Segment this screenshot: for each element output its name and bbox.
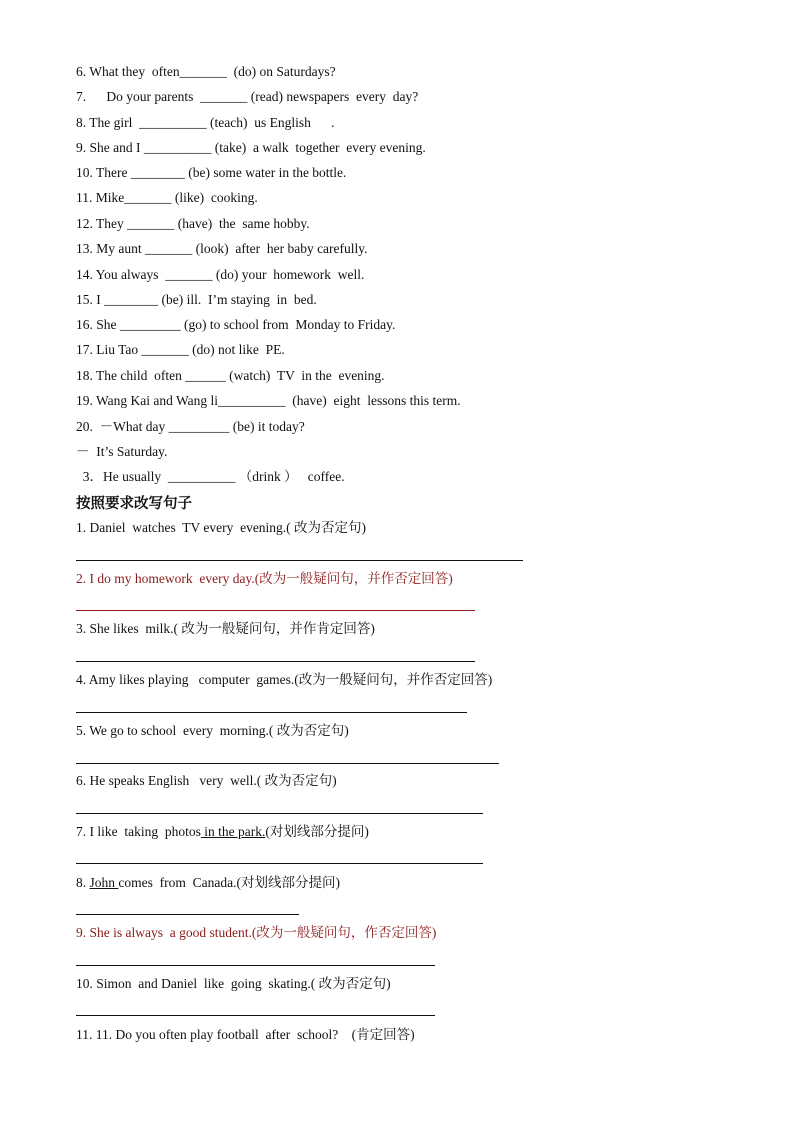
exercise-20-answer: － It’s Saturday. — [76, 444, 168, 459]
answer-line-6 — [76, 813, 483, 814]
exercise-18: 18. The child often ______ (watch) TV in the evening. — [76, 368, 385, 383]
answer-line-4 — [76, 712, 467, 713]
exercise-19: 19. Wang Kai and Wang li__________ (have) eight lessons this term. — [76, 393, 461, 408]
rewrite-item-8 — [76, 874, 340, 892]
answer-line-2 — [76, 610, 475, 611]
rewrite-item-4: 4. Amy likes playing computer games.(改为一般疑问句，并作否定回答) — [76, 672, 493, 687]
answer-line-1 — [76, 560, 523, 561]
exercise-9: 9. She and I __________ (take) a walk together every evening. — [76, 140, 426, 155]
rewrite-item-6: 6. He speaks English very well.( 改为否定句) — [76, 773, 337, 788]
exercise-16: 16. She _________ (go) to school from Monday to Friday. — [76, 317, 396, 332]
answer-line-5 — [76, 763, 499, 764]
exercise-13: 13. My aunt _______ (look) after her baby carefully. — [76, 241, 368, 256]
exercise-20: 20. －What day _________ (be) it today? — [76, 419, 305, 434]
rewrite-item-10: 10. Simon and Daniel like going skating.( 改为否定句) — [76, 976, 391, 991]
item7-text: 7. I like taking photos — [76, 824, 201, 839]
exercise-14: 14. You always _______ (do) your homework well. — [76, 267, 365, 282]
item8-underlined-phrase: John — [89, 875, 119, 890]
rewrite-item-5: 5. We go to school every morning.( 改为否定句) — [76, 723, 349, 738]
item7-underlined-phrase: in the park. — [200, 824, 266, 839]
item8-number: 8. — [76, 875, 90, 890]
answer-line-3 — [76, 661, 475, 662]
answer-line-10 — [76, 1015, 435, 1016]
exercise-12: 12. They _______ (have) the same hobby. — [76, 216, 310, 231]
exercise-6: 6. What they often_______ (do) on Saturdays? — [76, 64, 336, 79]
answer-line-7 — [76, 863, 483, 864]
item7-instruction: (对划线部分提问) — [265, 824, 369, 839]
rewrite-item-2: 2. I do my homework every day.(改为一般疑问句，并作否定回答) — [76, 571, 453, 586]
rewrite-item-7 — [76, 823, 369, 841]
rewrite-item-1: 1. Daniel watches TV every evening.( 改为否定句) — [76, 520, 367, 535]
exercise-8: 8. The girl __________ (teach) us English . — [76, 115, 335, 130]
exercise-3-drink: 3．He usually __________ （drink ） coffee. — [76, 469, 345, 484]
exercise-10: 10. There ________ (be) some water in the bottle. — [76, 165, 347, 180]
rewrite-section-heading: 按照要求改写句子 — [76, 496, 192, 512]
rewrite-item-3: 3. She likes milk.( 改为一般疑问句，并作肯定回答) — [76, 621, 375, 636]
item8-text: comes from Canada.(对划线部分提问) — [118, 875, 340, 890]
exercise-15: 15. I ________ (be) ill. I’m staying in bed. — [76, 292, 317, 307]
answer-line-9 — [76, 965, 435, 966]
rewrite-item-11: 11. 11. Do you often play football after school? (肯定回答) — [76, 1027, 415, 1042]
exercise-17: 17. Liu Tao _______ (do) not like PE. — [76, 342, 285, 357]
answer-line-8 — [76, 914, 299, 915]
rewrite-item-9: 9. She is always a good student.(改为一般疑问句，作否定回答) — [76, 925, 437, 940]
exercise-7: 7. Do your parents _______ (read) newspapers every day? — [76, 89, 419, 104]
exercise-11: 11. Mike_______ (like) cooking. — [76, 190, 258, 205]
